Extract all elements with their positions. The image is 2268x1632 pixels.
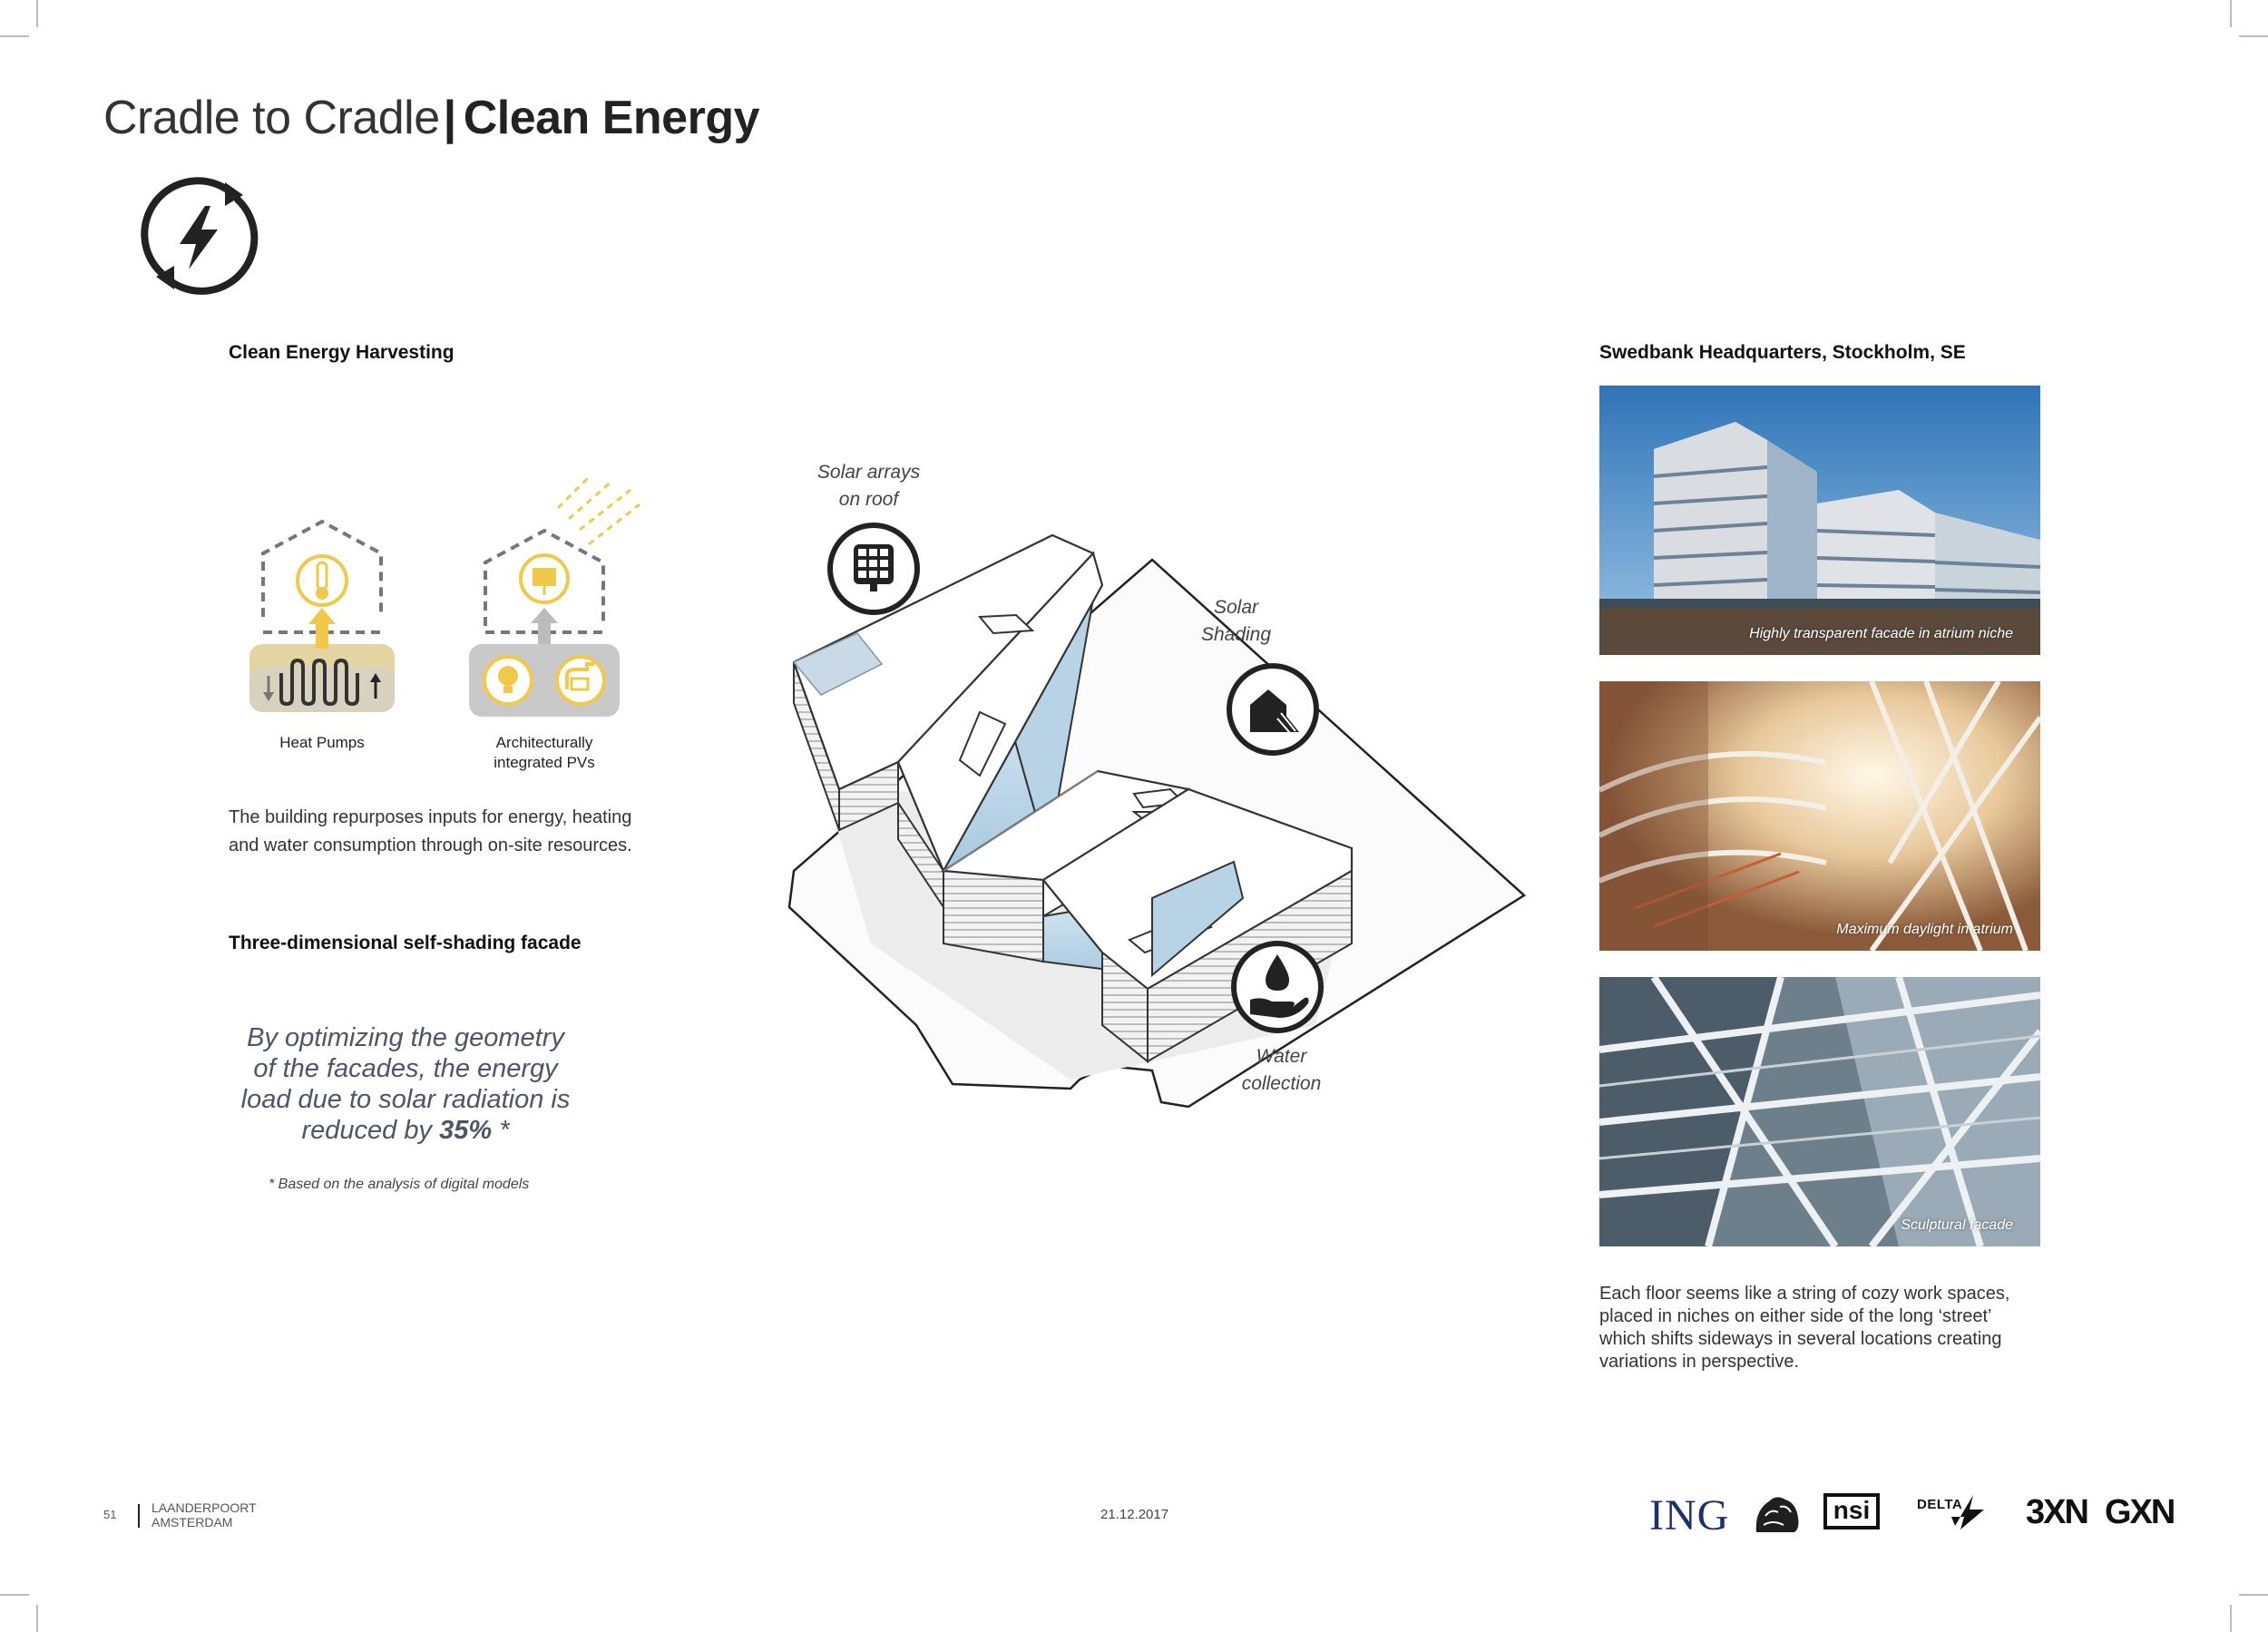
solar-shading-label [1179, 594, 1293, 649]
project-line2: AMSTERDAM [152, 1515, 233, 1529]
energy-cycle-icon [136, 175, 263, 298]
pv-label-line1: Architecturally [495, 734, 593, 751]
quote-line1: By optimizing the geometry [247, 1023, 564, 1052]
swedbank-heading: Swedbank Headquarters, Stockholm, SE [1599, 342, 1966, 363]
pv-label [463, 733, 626, 773]
crop-mark [2230, 1605, 2232, 1632]
swedbank-text-line3: which shifts sideways in several locations creating [1599, 1329, 2002, 1349]
quote-suffix: * [499, 1116, 510, 1145]
swedbank-text-line4: variations in perspective. [1599, 1352, 1800, 1372]
ing-lion-icon [1753, 1492, 1802, 1536]
swedbank-text-line2: placed in niches on either side of the long ‘street’ [1599, 1306, 1992, 1326]
nsi-logo-text: nsi [1833, 1496, 1871, 1524]
photo-atrium-caption: Maximum daylight in atrium [1836, 922, 2013, 937]
water-collection-icon [1234, 943, 1321, 1031]
crop-mark [0, 1594, 29, 1596]
title-bold: Clean Energy [463, 92, 760, 144]
footnote: * Based on the analysis of digital models [269, 1177, 530, 1192]
document-date: 21.12.2017 [1100, 1507, 1169, 1522]
footer-divider [138, 1504, 140, 1528]
photo-facade-caption: Sculptural facade [1901, 1217, 2013, 1233]
title-light: Cradle to Cradle [103, 92, 440, 144]
solar-shading-line1: Solar [1213, 597, 1259, 618]
energy-quote [201, 1022, 610, 1146]
water-collection-label [1220, 1043, 1343, 1098]
quote-line2: of the facades, the energy [253, 1054, 558, 1083]
pv-label-line2: integrated PVs [494, 754, 595, 771]
quote-prefix: reduced by [301, 1116, 433, 1145]
crop-mark [36, 1605, 38, 1632]
solar-arrays-line2: on roof [838, 489, 899, 510]
harvesting-heading: Clean Energy Harvesting [229, 342, 455, 363]
page-number: 51 [103, 1508, 117, 1521]
photo-exterior-caption: Highly transparent facade in atrium niche [1749, 626, 2013, 641]
3xn-logo: 3XN [2026, 1493, 2087, 1531]
energy-description [229, 804, 700, 860]
solar-arrays-line1: Solar arrays [816, 462, 921, 483]
energy-description-line1: The building repurposes inputs for energy, heating [229, 807, 632, 827]
quote-line4 [201, 1115, 610, 1146]
crop-mark [0, 35, 29, 37]
crop-mark [2239, 1594, 2268, 1596]
delta-logo-text: DELTA [1917, 1497, 1963, 1512]
swedbank-description [1599, 1283, 2026, 1373]
quote-line3: load due to solar radiation is [240, 1085, 571, 1114]
solar-shading-icon [1229, 666, 1316, 753]
crop-mark [2230, 0, 2232, 27]
photo-atrium [1599, 681, 2040, 951]
page-title [103, 91, 759, 145]
delta-logo [1917, 1497, 1962, 1512]
crop-mark [36, 0, 38, 27]
facade-heading: Three-dimensional self-shading facade [229, 933, 582, 953]
project-name [152, 1500, 257, 1529]
delta-arrow-icon [1951, 1493, 1988, 1529]
energy-description-line2: and water consumption through on-site resources. [229, 836, 632, 855]
nsi-logo [1823, 1493, 1880, 1529]
solar-array-icon [830, 525, 917, 612]
photo-exterior [1599, 386, 2040, 655]
crop-mark [2239, 35, 2268, 37]
ing-logo: ING [1649, 1491, 1730, 1539]
solar-arrays-label [798, 459, 939, 513]
heat-pump-icon [245, 517, 399, 721]
title-separator: | [443, 92, 456, 144]
photo-facade [1599, 977, 2040, 1246]
solar-shading-line2: Shading [1200, 624, 1272, 645]
gxn-logo: GXN [2105, 1493, 2175, 1531]
building-axonometric-diagram [771, 517, 1542, 1116]
water-line1: Water [1256, 1046, 1307, 1067]
solar-pv-icon [467, 472, 649, 721]
swedbank-text-line1: Each floor seems like a string of cozy work spaces, [1599, 1284, 2010, 1304]
quote-value: 35% [439, 1116, 493, 1145]
water-line2: collection [1241, 1073, 1322, 1094]
project-line1: LAANDERPOORT [152, 1500, 257, 1515]
heat-pumps-label: Heat Pumps [279, 734, 365, 751]
